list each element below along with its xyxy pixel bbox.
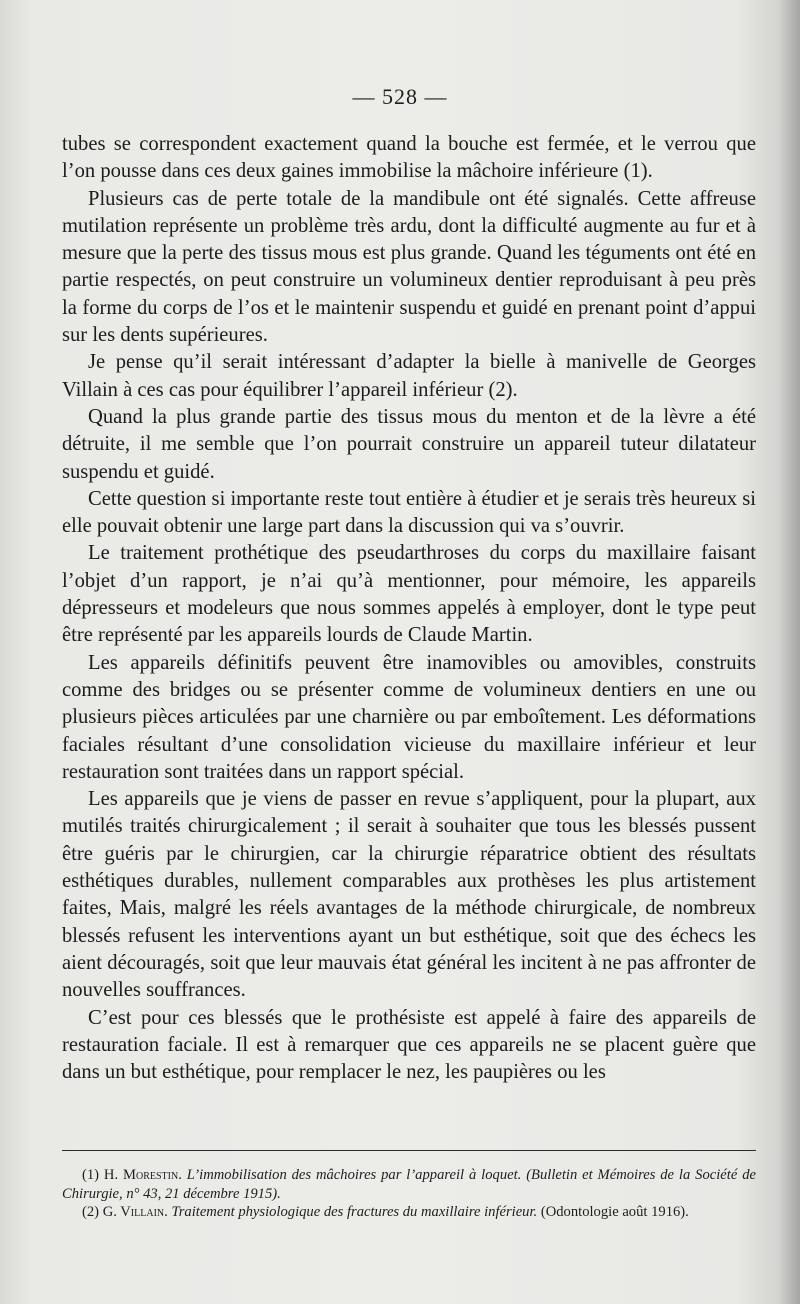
footnote-divider [62, 1150, 756, 1151]
paragraph: Quand la plus grande partie des tissus mous du menton et de la lèvre a été détruite, il me semble que l’on pourrait construire un appareil tuteur dilatateur suspendu et guidé. [62, 405, 756, 483]
footnote-marker: (2) [82, 1204, 100, 1220]
footnote-title: Traitement physiologique des fractures du maxillaire inférieur. [171, 1204, 538, 1220]
footnote [62, 1203, 756, 1222]
footnote-marker: (1) [82, 1167, 100, 1183]
footnote-author: H. Morestin. [103, 1167, 182, 1183]
footnote-author: G. Villain. [102, 1204, 168, 1220]
paragraph: Cette question si importante reste tout entière à étudier et je serais très heureux si elle pouvait obtenir une large part dans la discussion qui va s’ouvrir. [62, 487, 756, 538]
paragraph: C’est pour ces blessés que le prothésiste est appelé à faire des appareils de restauration faciale. Il est à remarquer que ces appareils ne se placent guère que dans un but esthétique, pour remplacer le nez, les paupières ou les [62, 1006, 756, 1084]
footnote [62, 1166, 756, 1203]
page-number: — 528 — [352, 84, 448, 109]
paragraph: tubes se correspondent exactement quand la bouche est fermée, et le verrou que l’on pousse dans ces deux gaines immobilise la mâchoire inférieure (1). [62, 133, 756, 183]
footnote-title: L’immobilisation des mâchoires par l’appareil à loquet. [186, 1167, 522, 1183]
paragraph: Le traitement prothétique des pseudarthroses du corps du maxillaire faisant l’objet d’un rapport, je n’ai qu’à mentionner, pour mémoire, les appareils dépresseurs et modeleurs que nous sommes appelés à employer, dont le type peut être représenté par les appareils lourds de Claude Martin. [62, 542, 756, 647]
paragraph: Les appareils définitifs peuvent être inamovibles ou amovibles, construits comme des bridges ou se présenter comme de volumineux dentiers en une ou plusieurs pièces articulées par une charnière ou par emboîtement. Les déformations faciales résultant d’une consolidation vicieuse du maxillaire inférieur et leur restauration sont traitées dans un rapport spécial. [62, 651, 756, 783]
footnote-source: (Odontologie août 1916). [540, 1204, 689, 1220]
body-text [62, 131, 756, 1086]
page-edge-shadow [778, 0, 800, 1304]
paragraph: Plusieurs cas de perte totale de la mandibule ont été signalés. Cette affreuse mutilation représente un problème très ardu, dont la difficulté augmente au fur et à mesure que la perte des tissus mous est plus grande. Quand les téguments ont été en partie respectés, on peut construire un volumineux dentier reproduisant à peu près la forme du corps de l’os et le maintenir suspendu et guidé en prenant point d’appui sur les dents supérieures. [62, 187, 756, 347]
paragraph: Je pense qu’il serait intéressant d’adapter la bielle à manivelle de Georges Villain à ces cas pour équilibrer l’appareil inférieur (2). [62, 351, 756, 401]
footnote-source: (Bulletin et Mémoires de la Société de Chirurgie, n° 43, 21 décembre 1915). [62, 1167, 756, 1202]
footnotes [62, 1166, 756, 1222]
paragraph: Les appareils que je viens de passer en revue s’appliquent, pour la plupart, aux mutilés traités chirurgicalement ; il serait à souhaiter que tous les blessés pussent être guéris par le chirurgien, car la chirurgie réparatrice obtient des résultats esthétiques durables, nullement comparables aux prothèses les plus artistement faites, Mais, malgré les réels avantages de la méthode chirurgicale, de nombreux blessés refusent les interventions ayant un but esthétique, soit que des échecs les aient découragés, soit que leur mauvais état général les incitent à ne pas affronter de nouvelles souffrances. [62, 788, 756, 1002]
